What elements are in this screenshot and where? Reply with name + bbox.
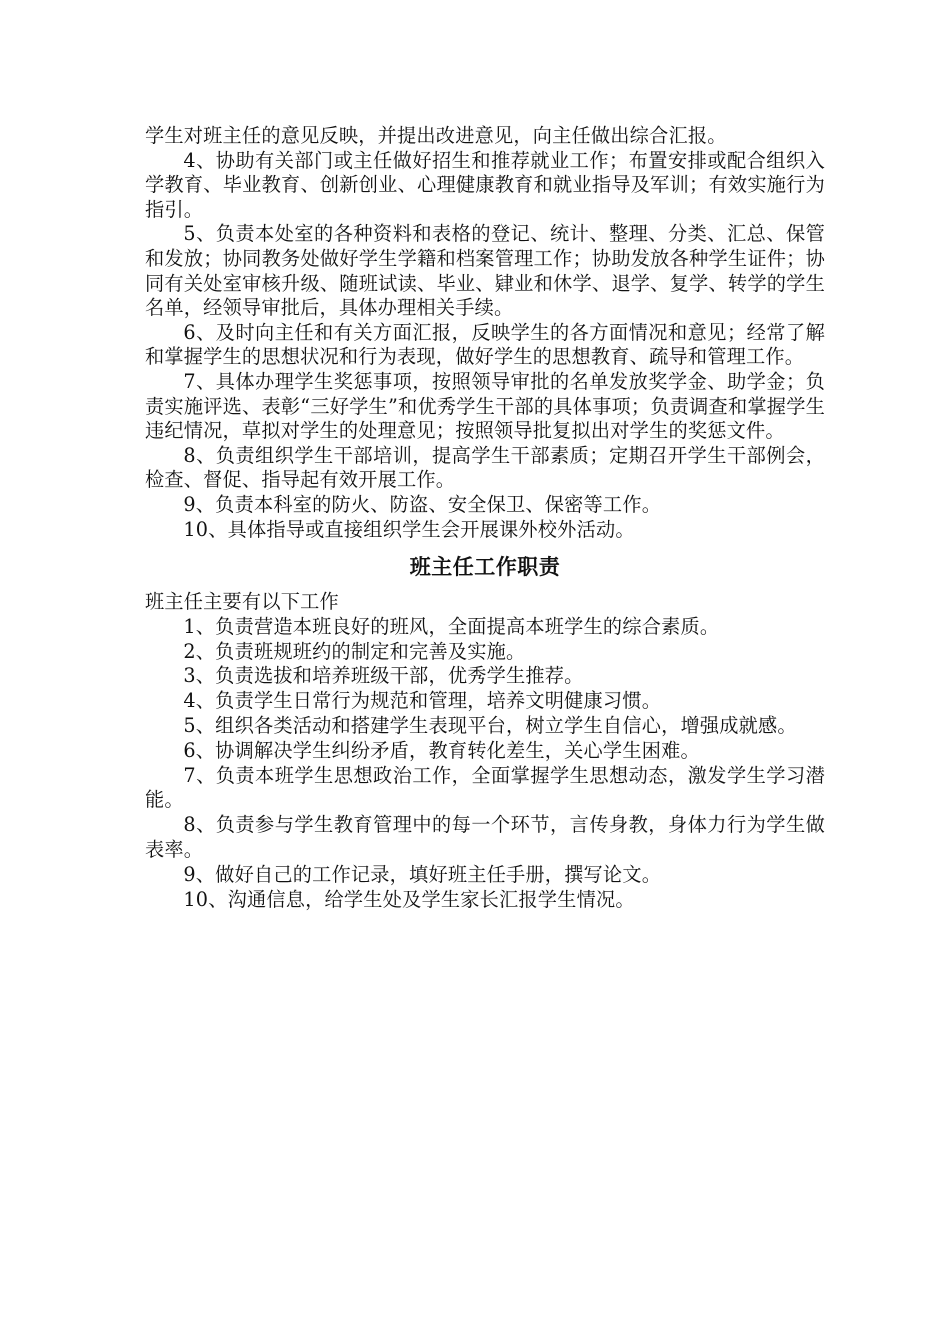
duty-item-10: 10、沟通信息，给学生处及学生家长汇报学生情况。: [183, 887, 635, 911]
responsibilities-section-continued: [145, 124, 825, 542]
duty-item-9: 9、做好自己的工作记录，填好班主任手册，撰写论文。: [183, 862, 662, 886]
paragraph-item-7: 7、具体办理学生奖惩事项，按照领导审批的名单发放奖学金、助学金；负责实施评选、表彰“三好学生”和优秀学生干部的具体事项；负责调查和掌握学生违纪情况，草拟对学生的处理意见；按照领导批复拟出对学生的奖惩文件。: [145, 369, 825, 443]
paragraph-item-10: 10、具体指导或直接组织学生会开展课外校外活动。: [183, 517, 635, 541]
paragraph-continuation: 学生对班主任的意见反映，并提出改进意见，向主任做出综合汇报。: [145, 124, 727, 147]
duty-item-7: 7、负责本班学生思想政治工作，全面掌握学生思想动态，激发学生学习潜能。: [145, 763, 825, 812]
paragraph-item-4: 4、协助有关部门或主任做好招生和推荐就业工作；布置安排或配合组织入学教育、毕业教育、创新创业、心理健康教育和就业指导及军训；有效实施行为指引。: [145, 148, 825, 221]
duty-item-3: 3、负责选拔和培养班级干部，优秀学生推荐。: [183, 664, 584, 688]
duty-item-1: 1、负责营造本班良好的班风，全面提高本班学生的综合素质。: [183, 614, 720, 638]
document-page: [145, 124, 825, 912]
duty-item-2: 2、负责班规班约的制定和完善及实施。: [183, 639, 526, 663]
duty-item-8: 8、负责参与学生教育管理中的每一个环节，言传身教，身体力行为学生做表率。: [145, 813, 825, 862]
duty-item-5: 5、组织各类活动和搭建学生表现平台，树立学生自信心，增强成就感。: [183, 714, 797, 738]
paragraph-item-6: 6、及时向主任和有关方面汇报，反映学生的各方面情况和意见；经常了解和掌握学生的思想状况和行为表现，做好学生的思想教育、疏导和管理工作。: [145, 320, 825, 369]
class-teacher-duties-section: [145, 552, 825, 912]
section-title: 班主任工作职责: [409, 555, 561, 580]
section-intro: 班主任主要有以下工作: [145, 590, 339, 614]
paragraph-item-8: 8、负责组织学生干部培训，提高学生干部素质；定期召开学生干部例会，检查、督促、指导起有效开展工作。: [145, 443, 825, 492]
paragraph-item-9: 9、负责本科室的防火、防盗、安全保卫、保密等工作。: [183, 492, 662, 516]
duty-item-6: 6、协调解决学生纠纷矛盾，教育转化差生，关心学生困难。: [183, 738, 700, 762]
duty-item-4: 4、负责学生日常行为规范和管理，培养文明健康习惯。: [183, 689, 662, 713]
paragraph-item-5: 5、负责本处室的各种资料和表格的登记、统计、整理、分类、汇总、保管和发放；协同教务处做好学生学籍和档案管理工作；协助发放各种学生证件；协同有关处室审核升级、随班试读、毕业、肄业和休学、退学、复学、转学的学生名单，经领导审批后，具体办理相关手续。: [145, 222, 825, 320]
